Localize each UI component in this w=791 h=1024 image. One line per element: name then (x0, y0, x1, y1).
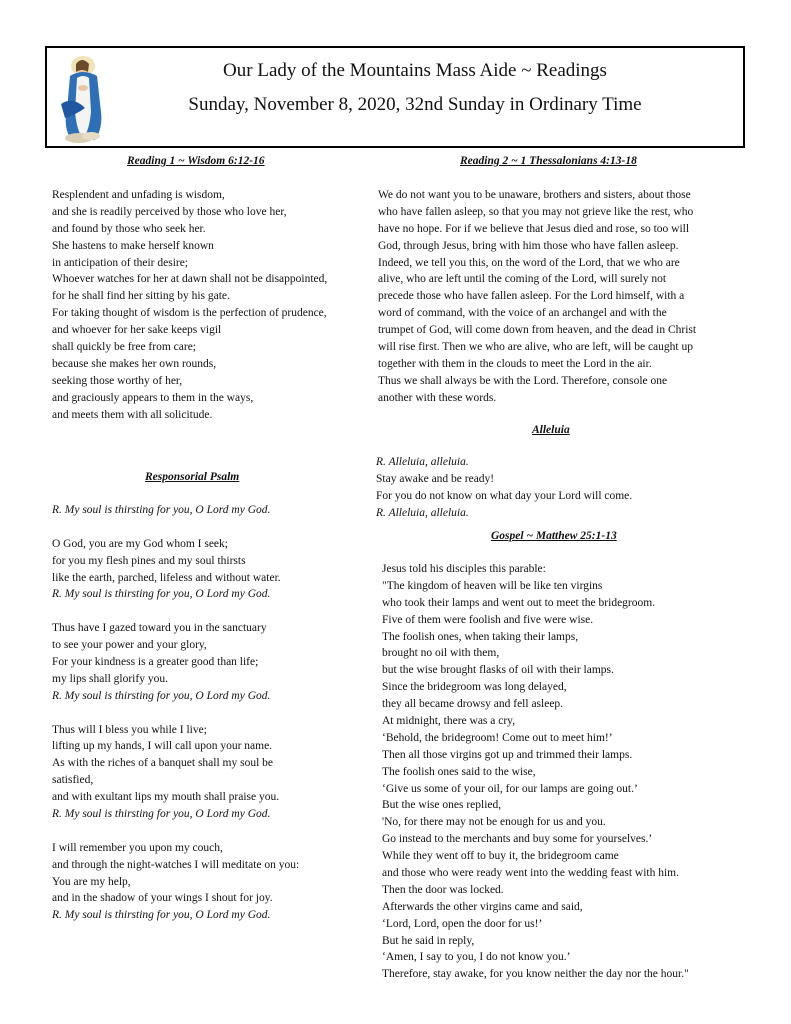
gospel-line: ‘Lord, Lord, open the door for us!’ (382, 917, 543, 930)
gospel-line: brought no oil with them, (382, 647, 500, 660)
psalm-response: R. My soul is thirsting for you, O Lord my God. (52, 909, 271, 922)
gospel-line: Go instead to the merchants and buy some for yourselves.’ (382, 833, 653, 846)
gospel-line: But he said in reply, (382, 934, 475, 947)
gospel-line: 'No, for there may not be enough for us and you. (382, 816, 606, 829)
reading1-text (52, 187, 327, 423)
reading1-line: shall quickly be free from care; (52, 341, 197, 354)
gospel-line: "The kingdom of heaven will be like ten virgins (382, 579, 603, 592)
reading2-text (378, 187, 696, 407)
gospel-line: Therefore, stay awake, for you know neither the day nor the hour." (382, 968, 689, 981)
alleluia-verse: Stay awake and be ready! (376, 472, 495, 485)
reading1-line: and she is readily perceived by those who love her, (52, 205, 287, 218)
gospel-heading: Gospel ~ Matthew 25:1-13 (491, 530, 617, 542)
psalm-line: O God, you are my God whom I seek; (52, 537, 228, 550)
psalm-line: and in the shadow of your wings I shout for joy. (52, 892, 273, 905)
reading1-line: and graciously appears to them in the ways, (52, 391, 254, 404)
reading1-line: For taking thought of wisdom is the perfection of prudence, (52, 307, 327, 320)
gospel-line: Jesus told his disciples this parable: (382, 563, 546, 575)
reading1-line: seeking those worthy of her, (52, 374, 183, 387)
psalm-response: R. My soul is thirsting for you, O Lord my God. (52, 588, 271, 601)
gospel-line: The foolish ones said to the wise, (382, 765, 536, 778)
reading2-line: precede those who have fallen asleep. For the Lord himself, with a (378, 290, 685, 303)
gospel-text (382, 561, 689, 983)
reading2-line: will rise first. Then we who are alive, who are left, will be caught up (378, 341, 693, 354)
reading2-heading: Reading 2 ~ 1 Thessalonians 4:13-18 (460, 155, 637, 167)
gospel-line: but the wise brought flasks of oil with their lamps. (382, 664, 614, 677)
psalm-response: R. My soul is thirsting for you, O Lord my God. (52, 504, 271, 516)
header-box (45, 46, 745, 148)
gospel-line: Then all those virgins got up and trimmed their lamps. (382, 748, 633, 761)
gospel-line: ‘Give us some of your oil, for our lamps are going out.’ (382, 782, 638, 795)
reading2-line: Indeed, we tell you this, on the word of the Lord, that we who are (378, 256, 680, 269)
gospel-line: ‘Behold, the bridegroom! Come out to meet him!’ (382, 731, 613, 744)
gospel-line: they all became drowsy and fell asleep. (382, 698, 564, 711)
gospel-line: Since the bridegroom was long delayed, (382, 681, 567, 694)
alleluia-response: R. Alleluia, alleluia. (376, 456, 469, 468)
gospel-line: At midnight, there was a cry, (382, 715, 516, 728)
psalm-response: R. My soul is thirsting for you, O Lord my God. (52, 808, 271, 821)
reading1-line: and whoever for her sake keeps vigil (52, 324, 222, 337)
reading1-line: for he shall find her sitting by his gate. (52, 290, 230, 303)
psalm-line: As with the riches of a banquet shall my soul be (52, 757, 274, 770)
gospel-line: Five of them were foolish and five were wise. (382, 613, 594, 626)
alleluia-verse: For you do not know on what day your Lord will come. (376, 489, 633, 502)
page-title: Our Lady of the Mountains Mass Aide ~ Readings (223, 60, 607, 81)
alleluia-response: R. Alleluia, alleluia. (376, 506, 469, 519)
page-subtitle: Sunday, November 8, 2020, 32nd Sunday in Ordinary Time (188, 94, 642, 115)
gospel-line: Then the door was locked. (382, 883, 504, 896)
reading1-line: She hastens to make herself known (52, 239, 214, 252)
alleluia-heading: Alleluia (532, 424, 570, 436)
reading2-line: alive, who are left until the coming of the Lord, will surely not (378, 273, 667, 286)
psalm-line: For your kindness is a greater good than life; (52, 656, 259, 669)
reading2-line: Thus we shall always be with the Lord. Therefore, console one (378, 374, 668, 387)
psalm-heading: Responsorial Psalm (145, 471, 240, 483)
gospel-line: Afterwards the other virgins came and said, (382, 900, 583, 913)
psalm-line: like the earth, parched, lifeless and without water. (52, 571, 281, 584)
psalm-line: and through the night-watches I will meditate on you: (52, 858, 300, 871)
reading1-line: in anticipation of their desire; (52, 256, 189, 269)
reading1-line: Resplendent and unfading is wisdom, (52, 189, 225, 201)
reading2-line: God, through Jesus, bring with him those who have fallen asleep. (378, 239, 679, 252)
gospel-line: The foolish ones, when taking their lamps, (382, 630, 579, 643)
psalm-line: my lips shall glorify you. (52, 672, 168, 685)
gospel-line: But the wise ones replied, (382, 799, 502, 812)
psalm-line: I will remember you upon my couch, (52, 841, 223, 854)
gospel-line: ‘Amen, I say to you, I do not know you.’ (382, 951, 571, 964)
psalm-response: R. My soul is thirsting for you, O Lord my God. (52, 689, 271, 702)
gospel-line: While they went off to buy it, the bridegroom came (382, 850, 619, 863)
psalm-text (52, 502, 299, 924)
psalm-line: Thus have I gazed toward you in the sanctuary (52, 622, 267, 635)
reading2-line: We do not want you to be unaware, brothers and sisters, about those (378, 189, 691, 201)
reading2-line: trumpet of God, will come down from heaven, and the dead in Christ (378, 324, 697, 337)
gospel-line: who took their lamps and went out to meet the bridegroom. (382, 596, 656, 609)
gospel-line: and those who were ready went into the wedding feast with him. (382, 867, 680, 880)
reading1-line: because she makes her own rounds, (52, 357, 217, 370)
reading1-line: Whoever watches for her at dawn shall not be disappointed, (52, 273, 328, 286)
psalm-line: and with exultant lips my mouth shall praise you. (52, 791, 280, 804)
psalm-line: You are my help, (52, 875, 131, 888)
psalm-line: to see your power and your glory, (52, 639, 207, 652)
reading2-line: word of command, with the voice of an archangel and with the (378, 307, 667, 320)
reading1-line: and meets them with all solicitude. (52, 408, 213, 421)
reading2-line: who have fallen asleep, so that you may not grieve like the rest, who (378, 205, 694, 218)
psalm-line: Thus will I bless you while I live; (52, 723, 207, 736)
reading2-line: have no hope. For if we believe that Jesus died and rose, so too will (378, 222, 690, 235)
reading2-line: together with them in the clouds to meet the Lord in the air. (378, 357, 652, 370)
reading1-line: and found by those who seek her. (52, 222, 206, 235)
psalm-line: satisfied, (52, 774, 94, 787)
alleluia-text (376, 454, 632, 522)
reading1-heading: Reading 1 ~ Wisdom 6:12-16 (127, 155, 265, 167)
psalm-line: lifting up my hands, I will call upon your name. (52, 740, 273, 753)
psalm-line: for you my flesh pines and my soul thirsts (52, 554, 246, 567)
reading2-line: another with these words. (378, 391, 497, 404)
